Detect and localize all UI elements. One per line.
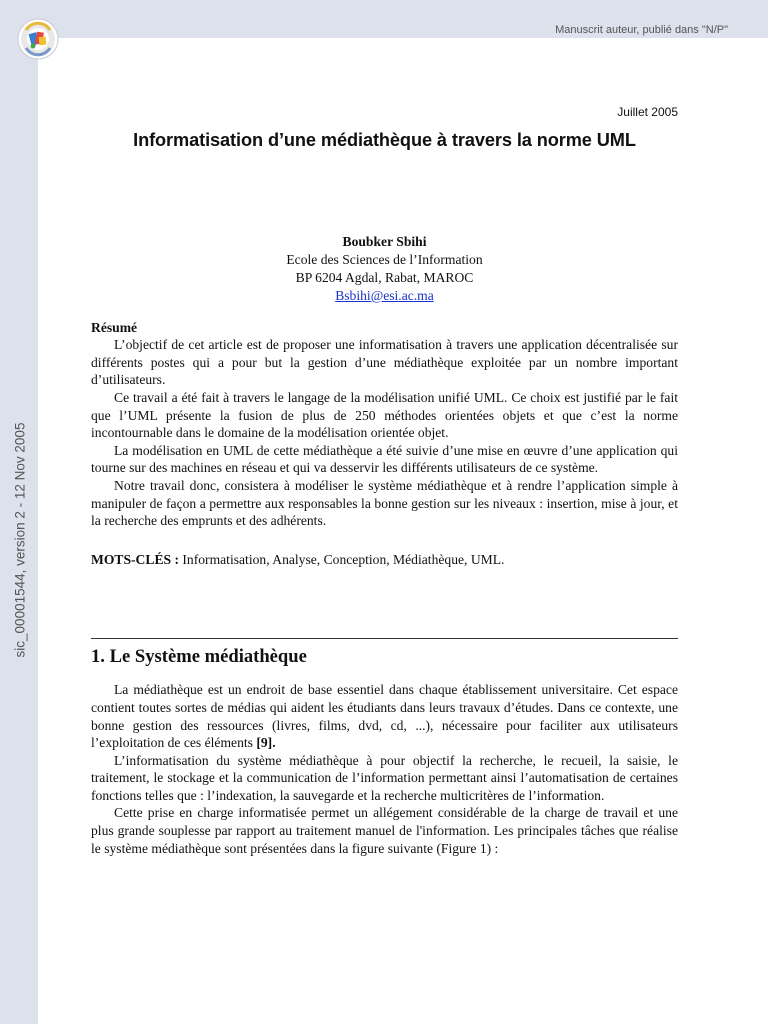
side-identifier: sic_00001544, version 2 - 12 Nov 2005 — [12, 422, 28, 658]
abstract-paragraph: La modélisation en UML de cette médiathèque a été suivie d’une mise en œuvre d’une application qui tourne sur des machines en réseau et qui va desservir les différents utilisateurs de ce système. — [91, 442, 678, 476]
section-paragraph — [91, 681, 678, 751]
abstract — [91, 319, 678, 530]
paper-page — [91, 100, 678, 857]
hal-logo-icon — [17, 18, 59, 60]
abstract-paragraph: Ce travail a été fait à travers le langage de la modélisation unifié UML. Ce choix est justifié par le fait que l’UML présente la fusion de plus de 250 méthodes orientées objets et que c’est la norme incontournable dans le domaine de la modélisation orientée objet. — [91, 389, 678, 441]
paper-date: Juillet 2005 — [617, 105, 678, 119]
author-affiliation: Ecole des Sciences de l’Information — [286, 251, 483, 267]
section-body — [91, 681, 678, 857]
header-note: Manuscrit auteur, publié dans "N/P" — [555, 24, 728, 36]
author-block — [91, 233, 678, 305]
keywords — [91, 551, 678, 569]
section-divider — [91, 638, 678, 639]
citation-reference: [9]. — [256, 735, 276, 751]
section-paragraph-text: La médiathèque est un endroit de base essentiel dans chaque établissement universitaire. Cet espace contient toutes sortes de médias qui aident les étudiants dans leurs travaux d’études. Dans ce contexte, une bonne gestion des ressources (livres, films, dvd, cd, ...), nécessaire pour faciliter aux utilisateurs l’exploitation de ces éléments — [91, 682, 678, 751]
paper-title: Informatisation d’une médiathèque à travers la norme UML — [133, 129, 636, 150]
author-address: BP 6204 Agdal, Rabat, MAROC — [295, 269, 474, 285]
keywords-label: MOTS-CLÉS : — [91, 551, 179, 567]
section-paragraph: Cette prise en charge informatisée permet un allégement considérable de la charge de travail et une plus grande souplesse par rapport au traitement manuel de l'information. Les principales tâches que réalise le système médiathèque sont présentées dans la figure suivante (Figure 1) : — [91, 805, 678, 856]
abstract-heading: Résumé — [91, 319, 138, 335]
abstract-paragraph: Notre travail donc, consistera à modéliser le système médiathèque et à rendre l’application simple à manipuler de façon a permettre aux responsables la bonne gestion sur les niveaux : insertion, mise à jour, et la recherche des emprunts et des adhérents. — [91, 477, 678, 529]
abstract-paragraph: L’objectif de cet article est de proposer une informatisation à travers une application décentralisée sur différents postes qui a pour but la gestion d’une médiathèque exploitée par un nombre important d’utilisateurs. — [91, 337, 678, 388]
keywords-text: Informatisation, Analyse, Conception, Médiathèque, UML. — [179, 551, 505, 567]
author-email-link[interactable]: Bsbihi@esi.ac.ma — [335, 287, 434, 303]
section-title: 1. Le Système médiathèque — [91, 646, 307, 668]
author-name: Boubker Sbihi — [342, 233, 427, 249]
section-paragraph: L’informatisation du système médiathèque à pour objectif la recherche, le recueil, la saisie, le traitement, le stockage et la communication de l’information permettant ainsi l’automatisation de certaines fonctions telles que : l’indexation, la sauvegarde et la recherche multicritères de l’information. — [91, 752, 678, 803]
